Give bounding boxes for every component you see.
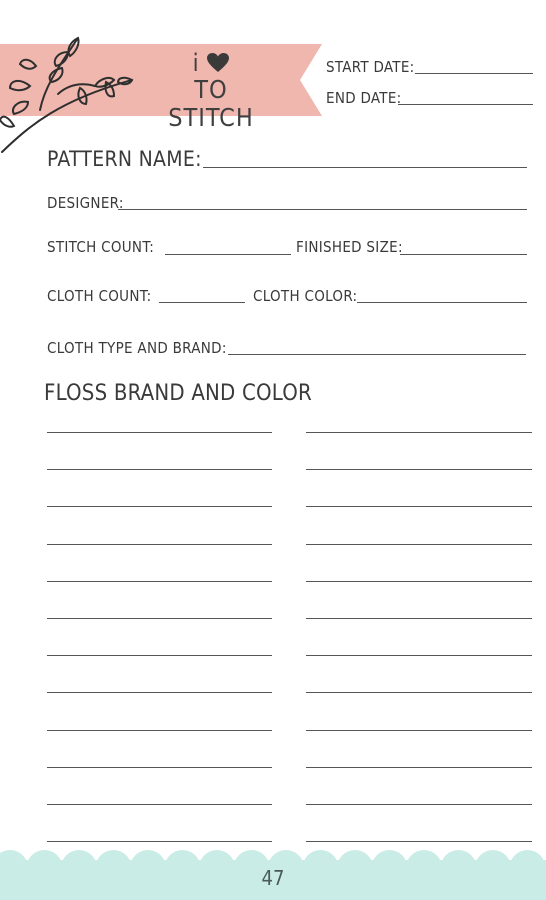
cloth-count-label: CLOTH COUNT: (47, 287, 152, 305)
banner-line1: i (192, 49, 199, 77)
floss-line-right-4[interactable] (306, 544, 532, 545)
leaf-branch-icon (0, 30, 150, 160)
cloth-color-line[interactable] (357, 302, 527, 303)
finished-size-line[interactable] (400, 254, 527, 255)
floss-line-right-7[interactable] (306, 655, 532, 656)
floss-line-left-8[interactable] (47, 692, 272, 693)
cloth-color-label: CLOTH COLOR: (253, 287, 358, 305)
floss-line-right-2[interactable] (306, 469, 532, 470)
floss-line-right-8[interactable] (306, 692, 532, 693)
floss-line-right-10[interactable] (306, 767, 532, 768)
floss-line-right-3[interactable] (306, 506, 532, 507)
cloth-type-line[interactable] (228, 354, 526, 355)
heart-icon (207, 53, 229, 73)
floss-line-left-9[interactable] (47, 730, 272, 731)
cloth-count-line[interactable] (159, 302, 245, 303)
floss-line-right-12[interactable] (306, 841, 532, 842)
start-date-label: START DATE: (326, 58, 415, 76)
floss-line-right-1[interactable] (306, 432, 532, 433)
floss-line-right-11[interactable] (306, 804, 532, 805)
floss-line-left-1[interactable] (47, 432, 272, 433)
stitch-count-label: STITCH COUNT: (47, 238, 155, 256)
pattern-name-label: PATTERN NAME: (47, 147, 202, 171)
designer-label: DESIGNER: (47, 194, 124, 212)
end-date-label: END DATE: (326, 89, 402, 107)
floss-line-right-6[interactable] (306, 618, 532, 619)
floss-line-left-4[interactable] (47, 544, 272, 545)
stitch-count-line[interactable] (165, 254, 291, 255)
floss-line-right-9[interactable] (306, 730, 532, 731)
floss-section-title: FLOSS BRAND AND COLOR (44, 381, 312, 406)
end-date-line[interactable] (398, 104, 533, 105)
floss-line-left-11[interactable] (47, 804, 272, 805)
floss-line-left-12[interactable] (47, 841, 272, 842)
floss-line-left-6[interactable] (47, 618, 272, 619)
floss-line-left-10[interactable] (47, 767, 272, 768)
cloth-type-label: CLOTH TYPE AND BRAND: (47, 339, 227, 357)
banner-title (150, 50, 272, 132)
designer-line[interactable] (118, 209, 527, 210)
floss-line-left-7[interactable] (47, 655, 272, 656)
floss-line-left-2[interactable] (47, 469, 272, 470)
pattern-name-line[interactable] (203, 167, 527, 168)
page-number: 47 (261, 866, 285, 890)
floss-line-left-5[interactable] (47, 581, 272, 582)
banner-line2: TO STITCH (168, 75, 254, 132)
floss-line-left-3[interactable] (47, 506, 272, 507)
start-date-line[interactable] (415, 73, 533, 74)
floss-line-right-5[interactable] (306, 581, 532, 582)
finished-size-label: FINISHED SIZE: (296, 238, 403, 256)
